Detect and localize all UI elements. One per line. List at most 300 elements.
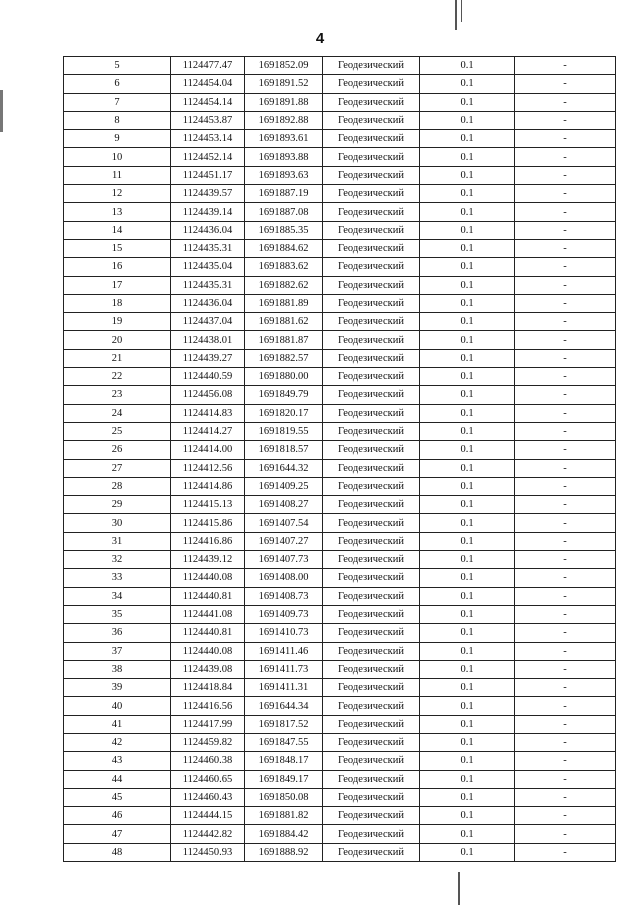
table-row	[64, 642, 616, 660]
table-row	[64, 496, 616, 514]
coordinates-table	[63, 56, 616, 862]
note-cell: -	[515, 569, 616, 587]
point-number-cell: 18	[64, 294, 171, 312]
x-coordinate-cell: 1124415.86	[171, 514, 245, 532]
method-cell: Геодезический	[323, 551, 420, 569]
accuracy-cell: 0.1	[420, 386, 515, 404]
y-coordinate-cell: 1691409.25	[245, 477, 323, 495]
note-cell: -	[515, 148, 616, 166]
x-coordinate-cell: 1124452.14	[171, 148, 245, 166]
accuracy-cell: 0.1	[420, 313, 515, 331]
y-coordinate-cell: 1691893.61	[245, 130, 323, 148]
note-cell: -	[515, 258, 616, 276]
edge-mark-left	[0, 90, 3, 132]
method-cell: Геодезический	[323, 624, 420, 642]
x-coordinate-cell: 1124440.59	[171, 368, 245, 386]
point-number-cell: 8	[64, 111, 171, 129]
accuracy-cell: 0.1	[420, 93, 515, 111]
y-coordinate-cell: 1691891.88	[245, 93, 323, 111]
x-coordinate-cell: 1124439.57	[171, 185, 245, 203]
point-number-cell: 24	[64, 404, 171, 422]
note-cell: -	[515, 313, 616, 331]
accuracy-cell: 0.1	[420, 733, 515, 751]
point-number-cell: 42	[64, 733, 171, 751]
accuracy-cell: 0.1	[420, 276, 515, 294]
accuracy-cell: 0.1	[420, 258, 515, 276]
x-coordinate-cell: 1124453.87	[171, 111, 245, 129]
point-number-cell: 20	[64, 331, 171, 349]
table-row	[64, 770, 616, 788]
method-cell: Геодезический	[323, 331, 420, 349]
y-coordinate-cell: 1691407.54	[245, 514, 323, 532]
point-number-cell: 9	[64, 130, 171, 148]
point-number-cell: 41	[64, 715, 171, 733]
note-cell: -	[515, 514, 616, 532]
method-cell: Геодезический	[323, 715, 420, 733]
y-coordinate-cell: 1691881.87	[245, 331, 323, 349]
table-row	[64, 404, 616, 422]
x-coordinate-cell: 1124454.14	[171, 93, 245, 111]
table-row	[64, 660, 616, 678]
table-row	[64, 349, 616, 367]
table-row	[64, 733, 616, 751]
accuracy-cell: 0.1	[420, 624, 515, 642]
y-coordinate-cell: 1691883.62	[245, 258, 323, 276]
accuracy-cell: 0.1	[420, 166, 515, 184]
note-cell: -	[515, 185, 616, 203]
y-coordinate-cell: 1691884.42	[245, 825, 323, 843]
table-row	[64, 258, 616, 276]
point-number-cell: 33	[64, 569, 171, 587]
x-coordinate-cell: 1124416.86	[171, 532, 245, 550]
note-cell: -	[515, 422, 616, 440]
y-coordinate-cell: 1691880.00	[245, 368, 323, 386]
table-row	[64, 569, 616, 587]
point-number-cell: 45	[64, 788, 171, 806]
x-coordinate-cell: 1124440.08	[171, 642, 245, 660]
accuracy-cell: 0.1	[420, 331, 515, 349]
table-row	[64, 825, 616, 843]
method-cell: Геодезический	[323, 752, 420, 770]
table-row	[64, 477, 616, 495]
accuracy-cell: 0.1	[420, 477, 515, 495]
accuracy-cell: 0.1	[420, 239, 515, 257]
y-coordinate-cell: 1691409.73	[245, 605, 323, 623]
accuracy-cell: 0.1	[420, 294, 515, 312]
note-cell: -	[515, 477, 616, 495]
y-coordinate-cell: 1691884.62	[245, 239, 323, 257]
method-cell: Геодезический	[323, 294, 420, 312]
note-cell: -	[515, 733, 616, 751]
y-coordinate-cell: 1691849.17	[245, 770, 323, 788]
x-coordinate-cell: 1124440.08	[171, 569, 245, 587]
method-cell: Геодезический	[323, 75, 420, 93]
x-coordinate-cell: 1124453.14	[171, 130, 245, 148]
method-cell: Геодезический	[323, 807, 420, 825]
table-row	[64, 679, 616, 697]
note-cell: -	[515, 459, 616, 477]
y-coordinate-cell: 1691411.46	[245, 642, 323, 660]
x-coordinate-cell: 1124418.84	[171, 679, 245, 697]
point-number-cell: 10	[64, 148, 171, 166]
y-coordinate-cell: 1691881.62	[245, 313, 323, 331]
x-coordinate-cell: 1124440.81	[171, 624, 245, 642]
note-cell: -	[515, 715, 616, 733]
x-coordinate-cell: 1124460.65	[171, 770, 245, 788]
x-coordinate-cell: 1124456.08	[171, 386, 245, 404]
method-cell: Геодезический	[323, 185, 420, 203]
method-cell: Геодезический	[323, 587, 420, 605]
point-number-cell: 32	[64, 551, 171, 569]
y-coordinate-cell: 1691408.00	[245, 569, 323, 587]
table-row	[64, 697, 616, 715]
x-coordinate-cell: 1124437.04	[171, 313, 245, 331]
point-number-cell: 38	[64, 660, 171, 678]
x-coordinate-cell: 1124450.93	[171, 843, 245, 861]
method-cell: Геодезический	[323, 349, 420, 367]
point-number-cell: 30	[64, 514, 171, 532]
accuracy-cell: 0.1	[420, 569, 515, 587]
point-number-cell: 17	[64, 276, 171, 294]
method-cell: Геодезический	[323, 697, 420, 715]
y-coordinate-cell: 1691887.08	[245, 203, 323, 221]
accuracy-cell: 0.1	[420, 660, 515, 678]
note-cell: -	[515, 807, 616, 825]
point-number-cell: 40	[64, 697, 171, 715]
point-number-cell: 14	[64, 221, 171, 239]
x-coordinate-cell: 1124460.43	[171, 788, 245, 806]
method-cell: Геодезический	[323, 532, 420, 550]
table-row	[64, 422, 616, 440]
y-coordinate-cell: 1691408.73	[245, 587, 323, 605]
method-cell: Геодезический	[323, 788, 420, 806]
accuracy-cell: 0.1	[420, 496, 515, 514]
note-cell: -	[515, 276, 616, 294]
point-number-cell: 15	[64, 239, 171, 257]
note-cell: -	[515, 75, 616, 93]
table-row	[64, 75, 616, 93]
point-number-cell: 6	[64, 75, 171, 93]
note-cell: -	[515, 788, 616, 806]
x-coordinate-cell: 1124414.86	[171, 477, 245, 495]
table-row	[64, 624, 616, 642]
note-cell: -	[515, 349, 616, 367]
x-coordinate-cell: 1124435.04	[171, 258, 245, 276]
note-cell: -	[515, 331, 616, 349]
y-coordinate-cell: 1691887.19	[245, 185, 323, 203]
table-row	[64, 514, 616, 532]
note-cell: -	[515, 441, 616, 459]
y-coordinate-cell: 1691888.92	[245, 843, 323, 861]
x-coordinate-cell: 1124417.99	[171, 715, 245, 733]
method-cell: Геодезический	[323, 477, 420, 495]
accuracy-cell: 0.1	[420, 404, 515, 422]
page-number: 4	[315, 30, 325, 47]
method-cell: Геодезический	[323, 111, 420, 129]
point-number-cell: 48	[64, 843, 171, 861]
table-row	[64, 843, 616, 861]
table-row	[64, 57, 616, 75]
x-coordinate-cell: 1124412.56	[171, 459, 245, 477]
table-row	[64, 605, 616, 623]
table-row	[64, 752, 616, 770]
x-coordinate-cell: 1124436.04	[171, 221, 245, 239]
accuracy-cell: 0.1	[420, 368, 515, 386]
note-cell: -	[515, 496, 616, 514]
table-row	[64, 459, 616, 477]
method-cell: Геодезический	[323, 239, 420, 257]
y-coordinate-cell: 1691644.32	[245, 459, 323, 477]
point-number-cell: 35	[64, 605, 171, 623]
x-coordinate-cell: 1124439.14	[171, 203, 245, 221]
note-cell: -	[515, 57, 616, 75]
point-number-cell: 7	[64, 93, 171, 111]
method-cell: Геодезический	[323, 496, 420, 514]
note-cell: -	[515, 825, 616, 843]
table-row	[64, 441, 616, 459]
note-cell: -	[515, 130, 616, 148]
y-coordinate-cell: 1691818.57	[245, 441, 323, 459]
point-number-cell: 26	[64, 441, 171, 459]
y-coordinate-cell: 1691882.62	[245, 276, 323, 294]
accuracy-cell: 0.1	[420, 349, 515, 367]
x-coordinate-cell: 1124416.56	[171, 697, 245, 715]
point-number-cell: 23	[64, 386, 171, 404]
point-number-cell: 44	[64, 770, 171, 788]
point-number-cell: 13	[64, 203, 171, 221]
note-cell: -	[515, 843, 616, 861]
x-coordinate-cell: 1124439.08	[171, 660, 245, 678]
table-row	[64, 111, 616, 129]
method-cell: Геодезический	[323, 386, 420, 404]
note-cell: -	[515, 697, 616, 715]
accuracy-cell: 0.1	[420, 57, 515, 75]
table-row	[64, 715, 616, 733]
method-cell: Геодезический	[323, 130, 420, 148]
accuracy-cell: 0.1	[420, 825, 515, 843]
staple-mark-top-2	[461, 0, 462, 22]
method-cell: Геодезический	[323, 258, 420, 276]
point-number-cell: 31	[64, 532, 171, 550]
x-coordinate-cell: 1124415.13	[171, 496, 245, 514]
x-coordinate-cell: 1124435.31	[171, 276, 245, 294]
method-cell: Геодезический	[323, 313, 420, 331]
table-row	[64, 386, 616, 404]
x-coordinate-cell: 1124439.27	[171, 349, 245, 367]
x-coordinate-cell: 1124454.04	[171, 75, 245, 93]
point-number-cell: 16	[64, 258, 171, 276]
y-coordinate-cell: 1691850.08	[245, 788, 323, 806]
method-cell: Геодезический	[323, 404, 420, 422]
method-cell: Геодезический	[323, 514, 420, 532]
y-coordinate-cell: 1691881.82	[245, 807, 323, 825]
note-cell: -	[515, 679, 616, 697]
method-cell: Геодезический	[323, 569, 420, 587]
method-cell: Геодезический	[323, 221, 420, 239]
note-cell: -	[515, 624, 616, 642]
method-cell: Геодезический	[323, 203, 420, 221]
note-cell: -	[515, 294, 616, 312]
note-cell: -	[515, 605, 616, 623]
note-cell: -	[515, 239, 616, 257]
note-cell: -	[515, 111, 616, 129]
table-row	[64, 166, 616, 184]
accuracy-cell: 0.1	[420, 130, 515, 148]
accuracy-cell: 0.1	[420, 605, 515, 623]
point-number-cell: 12	[64, 185, 171, 203]
x-coordinate-cell: 1124442.82	[171, 825, 245, 843]
method-cell: Геодезический	[323, 605, 420, 623]
accuracy-cell: 0.1	[420, 75, 515, 93]
note-cell: -	[515, 770, 616, 788]
point-number-cell: 36	[64, 624, 171, 642]
accuracy-cell: 0.1	[420, 532, 515, 550]
x-coordinate-cell: 1124460.38	[171, 752, 245, 770]
y-coordinate-cell: 1691410.73	[245, 624, 323, 642]
table-row	[64, 551, 616, 569]
y-coordinate-cell: 1691644.34	[245, 697, 323, 715]
table-row	[64, 807, 616, 825]
accuracy-cell: 0.1	[420, 788, 515, 806]
accuracy-cell: 0.1	[420, 185, 515, 203]
y-coordinate-cell: 1691407.73	[245, 551, 323, 569]
y-coordinate-cell: 1691817.52	[245, 715, 323, 733]
method-cell: Геодезический	[323, 148, 420, 166]
point-number-cell: 29	[64, 496, 171, 514]
x-coordinate-cell: 1124440.81	[171, 587, 245, 605]
accuracy-cell: 0.1	[420, 642, 515, 660]
table-row	[64, 368, 616, 386]
table-row	[64, 221, 616, 239]
point-number-cell: 21	[64, 349, 171, 367]
table-row	[64, 130, 616, 148]
y-coordinate-cell: 1691847.55	[245, 733, 323, 751]
method-cell: Геодезический	[323, 441, 420, 459]
point-number-cell: 5	[64, 57, 171, 75]
accuracy-cell: 0.1	[420, 770, 515, 788]
point-number-cell: 28	[64, 477, 171, 495]
staple-mark-top	[455, 0, 457, 30]
x-coordinate-cell: 1124441.08	[171, 605, 245, 623]
table-row	[64, 313, 616, 331]
table-row	[64, 148, 616, 166]
note-cell: -	[515, 221, 616, 239]
note-cell: -	[515, 386, 616, 404]
note-cell: -	[515, 587, 616, 605]
note-cell: -	[515, 166, 616, 184]
point-number-cell: 46	[64, 807, 171, 825]
x-coordinate-cell: 1124414.00	[171, 441, 245, 459]
method-cell: Геодезический	[323, 459, 420, 477]
accuracy-cell: 0.1	[420, 697, 515, 715]
accuracy-cell: 0.1	[420, 843, 515, 861]
point-number-cell: 22	[64, 368, 171, 386]
note-cell: -	[515, 404, 616, 422]
accuracy-cell: 0.1	[420, 715, 515, 733]
table-row	[64, 185, 616, 203]
method-cell: Геодезический	[323, 733, 420, 751]
x-coordinate-cell: 1124451.17	[171, 166, 245, 184]
x-coordinate-cell: 1124439.12	[171, 551, 245, 569]
y-coordinate-cell: 1691885.35	[245, 221, 323, 239]
note-cell: -	[515, 203, 616, 221]
y-coordinate-cell: 1691892.88	[245, 111, 323, 129]
y-coordinate-cell: 1691407.27	[245, 532, 323, 550]
x-coordinate-cell: 1124414.27	[171, 422, 245, 440]
point-number-cell: 37	[64, 642, 171, 660]
table-row	[64, 294, 616, 312]
y-coordinate-cell: 1691408.27	[245, 496, 323, 514]
note-cell: -	[515, 93, 616, 111]
y-coordinate-cell: 1691411.31	[245, 679, 323, 697]
table-row	[64, 276, 616, 294]
table-row	[64, 203, 616, 221]
x-coordinate-cell: 1124436.04	[171, 294, 245, 312]
x-coordinate-cell: 1124477.47	[171, 57, 245, 75]
point-number-cell: 47	[64, 825, 171, 843]
point-number-cell: 19	[64, 313, 171, 331]
method-cell: Геодезический	[323, 843, 420, 861]
accuracy-cell: 0.1	[420, 807, 515, 825]
method-cell: Геодезический	[323, 93, 420, 111]
accuracy-cell: 0.1	[420, 459, 515, 477]
method-cell: Геодезический	[323, 276, 420, 294]
method-cell: Геодезический	[323, 422, 420, 440]
table-row	[64, 587, 616, 605]
method-cell: Геодезический	[323, 166, 420, 184]
y-coordinate-cell: 1691411.73	[245, 660, 323, 678]
method-cell: Геодезический	[323, 57, 420, 75]
accuracy-cell: 0.1	[420, 221, 515, 239]
y-coordinate-cell: 1691848.17	[245, 752, 323, 770]
y-coordinate-cell: 1691893.88	[245, 148, 323, 166]
x-coordinate-cell: 1124435.31	[171, 239, 245, 257]
note-cell: -	[515, 660, 616, 678]
x-coordinate-cell: 1124438.01	[171, 331, 245, 349]
accuracy-cell: 0.1	[420, 514, 515, 532]
table-row	[64, 331, 616, 349]
note-cell: -	[515, 532, 616, 550]
table-row	[64, 239, 616, 257]
table-row	[64, 532, 616, 550]
y-coordinate-cell: 1691849.79	[245, 386, 323, 404]
table-row	[64, 788, 616, 806]
point-number-cell: 27	[64, 459, 171, 477]
accuracy-cell: 0.1	[420, 111, 515, 129]
note-cell: -	[515, 752, 616, 770]
point-number-cell: 11	[64, 166, 171, 184]
x-coordinate-cell: 1124414.83	[171, 404, 245, 422]
y-coordinate-cell: 1691882.57	[245, 349, 323, 367]
method-cell: Геодезический	[323, 660, 420, 678]
y-coordinate-cell: 1691852.09	[245, 57, 323, 75]
accuracy-cell: 0.1	[420, 752, 515, 770]
note-cell: -	[515, 551, 616, 569]
accuracy-cell: 0.1	[420, 422, 515, 440]
accuracy-cell: 0.1	[420, 679, 515, 697]
method-cell: Геодезический	[323, 642, 420, 660]
point-number-cell: 34	[64, 587, 171, 605]
y-coordinate-cell: 1691819.55	[245, 422, 323, 440]
point-number-cell: 43	[64, 752, 171, 770]
note-cell: -	[515, 642, 616, 660]
staple-mark-bottom	[458, 872, 460, 905]
point-number-cell: 25	[64, 422, 171, 440]
y-coordinate-cell: 1691820.17	[245, 404, 323, 422]
method-cell: Геодезический	[323, 770, 420, 788]
y-coordinate-cell: 1691891.52	[245, 75, 323, 93]
x-coordinate-cell: 1124459.82	[171, 733, 245, 751]
